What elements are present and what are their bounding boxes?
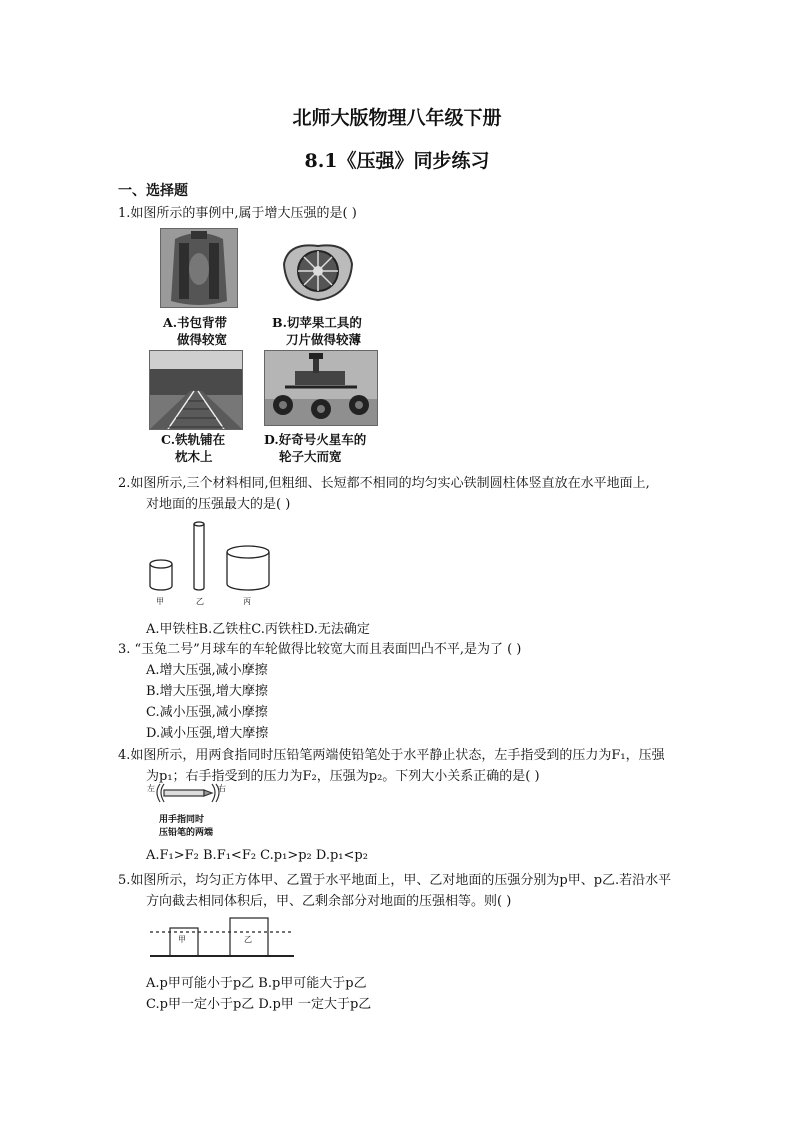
question-5-stem-line1: 5.如图所示，均匀正方体甲、乙置于水平地面上，甲、乙对地面的压强分别为p甲、p乙.若沿水平 <box>118 873 672 888</box>
page-title: 北师大版物理八年级下册 <box>292 107 502 129</box>
page-subtitle: 8.1《压强》同步练习 <box>304 150 490 172</box>
question-3-stem: 3. “玉兔二号”月球车的车轮做得比较宽大而且表面凹凸不平,是为了 ( ) <box>118 642 522 657</box>
option-b-caption-line2: 刀片做得较薄 <box>286 332 362 347</box>
option-a-caption-line2: 做得较宽 <box>177 332 228 347</box>
cubes-figure <box>146 910 296 962</box>
pencil-caption-line1: 用手指同时 <box>159 815 205 825</box>
option-a-caption-line1: A.书包背带 <box>163 315 228 330</box>
option-b-caption-line1: B.切苹果工具的 <box>272 315 362 330</box>
question-5-options-cd: C.p甲一定小于p乙 D.p甲 一定大于p乙 <box>146 997 372 1012</box>
question-3-option-a: A.增大压强,减小摩擦 <box>146 663 268 678</box>
cube-label-yi: 乙 <box>244 935 252 944</box>
question-2-stem-line1: 2.如图所示,三个材料相同,但粗细、长短都不相同的均匀实心铁制圆柱体竖直放在水平地面上, <box>118 476 650 491</box>
option-d-caption-line2: 轮子大而宽 <box>279 449 342 464</box>
cylinder-label-bing: 丙 <box>243 597 251 606</box>
mars-rover-image <box>264 350 378 426</box>
backpack-image <box>160 228 238 308</box>
question-2-options: A.甲铁柱B.乙铁柱C.丙铁柱D.无法确定 <box>146 622 370 637</box>
question-5-stem-line2: 方向截去相同体积后，甲、乙剩余部分对地面的压强相等。则( ) <box>146 894 512 909</box>
option-c-caption-line1: C.铁轨铺在 <box>161 432 226 447</box>
cylinder-label-yi: 乙 <box>196 597 204 606</box>
question-3-option-c: C.减小压强,减小摩擦 <box>146 705 268 720</box>
question-3-option-d: D.减小压强,增大摩擦 <box>146 726 269 741</box>
question-5-options-ab: A.p甲可能小于p乙 B.p甲可能大于p乙 <box>146 976 367 991</box>
pencil-label-left: 左 <box>147 784 155 793</box>
section-heading: 一、选择题 <box>118 183 188 199</box>
question-4-stem-line2: 为p₁；右手指受到的压力为F₂，压强为p₂。下列大小关系正确的是( ) <box>146 769 540 784</box>
question-2-stem-line2: 对地面的压强最大的是( ) <box>146 497 291 512</box>
cube-label-jia: 甲 <box>178 935 186 944</box>
pencil-caption-line2: 压铅笔的两端 <box>159 828 214 838</box>
railway-image <box>149 350 243 430</box>
question-3-option-b: B.增大压强,增大摩擦 <box>146 684 268 699</box>
question-4-stem-line1: 4.如图所示，用两食指同时压铅笔两端使铅笔处于水平静止状态，左手指受到的压力为F₁，压强 <box>118 748 665 763</box>
apple-cutter-image <box>278 238 358 304</box>
question-4-options: A.F₁>F₂ B.F₁<F₂ C.p₁>p₂ D.p₁<p₂ <box>146 848 368 863</box>
question-1-stem: 1.如图所示的事例中,属于增大压强的是( ) <box>118 206 357 221</box>
cylinder-label-jia: 甲 <box>156 597 164 606</box>
pencil-label-right: 右 <box>218 784 226 793</box>
option-d-caption-line1: D.好奇号火星车的 <box>264 432 367 447</box>
option-c-caption-line2: 枕木上 <box>175 449 213 464</box>
